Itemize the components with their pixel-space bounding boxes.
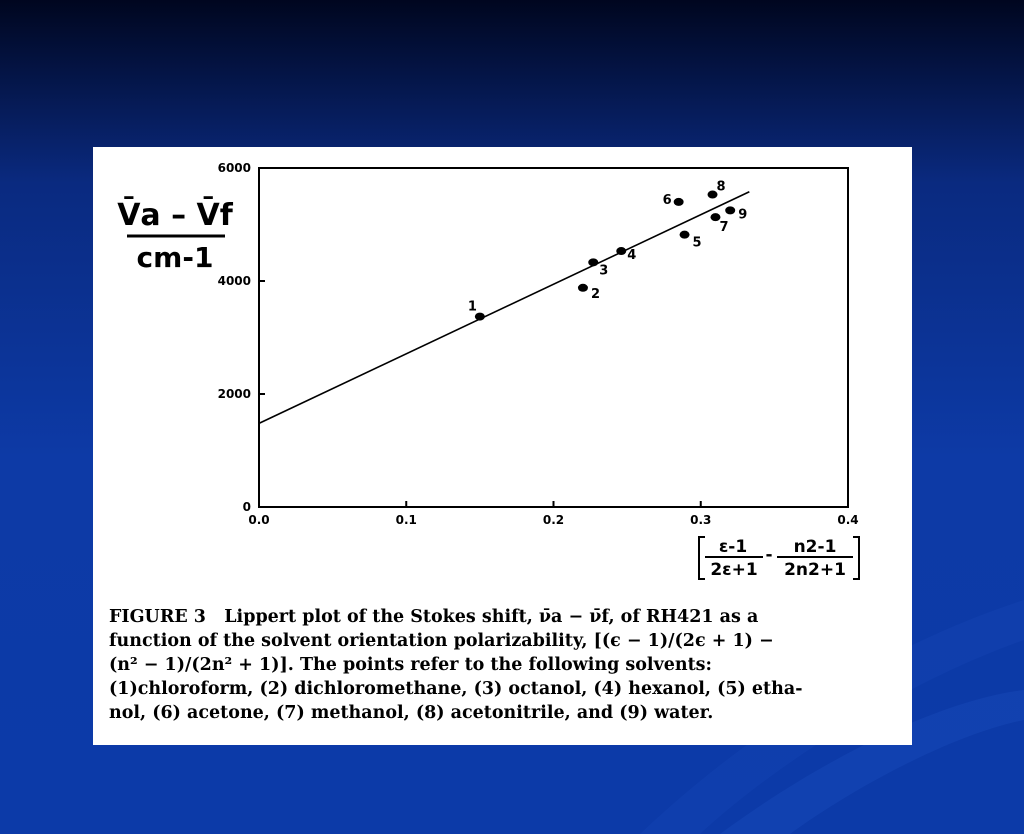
data-point-6 <box>674 198 684 206</box>
caption-line-1 <box>109 605 899 629</box>
caption-line-1-text: Lippert plot of the Stokes shift, ν̄a − ν̄f, of RH421 as a <box>224 607 759 627</box>
x-tick-label: 0.3 <box>690 513 712 527</box>
point-label-7: 7 <box>719 220 729 236</box>
plot-frame <box>259 168 848 507</box>
caption-line-2: function of the solvent orientation polarizability, [(ϵ − 1)/(2ϵ + 1) − <box>109 631 774 651</box>
tick-labels <box>218 161 859 527</box>
y-tick-label: 0 <box>242 500 251 514</box>
x-label-minus: - <box>765 545 773 565</box>
y-axis-label <box>117 197 234 274</box>
data-points <box>468 180 747 321</box>
caption-line-3: (n² − 1)/(2n² + 1)]. The points refer to the following solvents: <box>109 655 712 675</box>
y-tick-label: 2000 <box>217 387 251 401</box>
point-label-5: 5 <box>692 235 702 251</box>
x-label-a-numerator: ε-1 <box>718 537 748 557</box>
y-tick-label: 6000 <box>217 161 251 175</box>
figure-card <box>93 147 912 745</box>
point-label-9: 9 <box>738 207 748 223</box>
caption-line-4: (1)chloroform, (2) dichloromethane, (3) octanol, (4) hexanol, (5) etha- <box>109 679 803 699</box>
x-label-b-numerator: n2-1 <box>793 537 837 557</box>
x-label-b-denominator: 2n2+1 <box>784 560 846 580</box>
point-label-2: 2 <box>590 286 600 302</box>
x-tick-label: 0.0 <box>248 513 270 527</box>
x-tick-label: 0.2 <box>542 513 565 527</box>
caption-line-5: nol, (6) acetone, (7) methanol, (8) acetonitrile, and (9) water. <box>109 703 714 723</box>
x-label-a-denominator: 2ε+1 <box>710 560 758 580</box>
y-label-bottom: cm-1 <box>136 241 214 274</box>
plot-axes <box>259 168 848 507</box>
x-tick-label: 0.1 <box>395 513 417 527</box>
data-point-4 <box>616 247 626 255</box>
figure-caption <box>109 605 899 725</box>
x-axis-label <box>699 537 859 580</box>
y-tick-label: 4000 <box>217 274 251 288</box>
data-point-9 <box>725 206 735 214</box>
point-label-4: 4 <box>627 248 637 264</box>
y-label-top: V̄a – V̄f <box>117 198 233 233</box>
point-label-1: 1 <box>467 299 477 315</box>
x-tick-label: 0.4 <box>837 513 859 527</box>
data-point-3 <box>588 258 598 266</box>
data-point-2 <box>578 284 588 292</box>
point-label-8: 8 <box>716 179 726 195</box>
point-label-3: 3 <box>599 263 609 279</box>
fit-line <box>259 192 749 424</box>
regression-line <box>259 192 749 424</box>
data-point-5 <box>680 231 690 239</box>
point-label-6: 6 <box>662 192 672 208</box>
caption-label: FIGURE 3 <box>109 607 206 627</box>
